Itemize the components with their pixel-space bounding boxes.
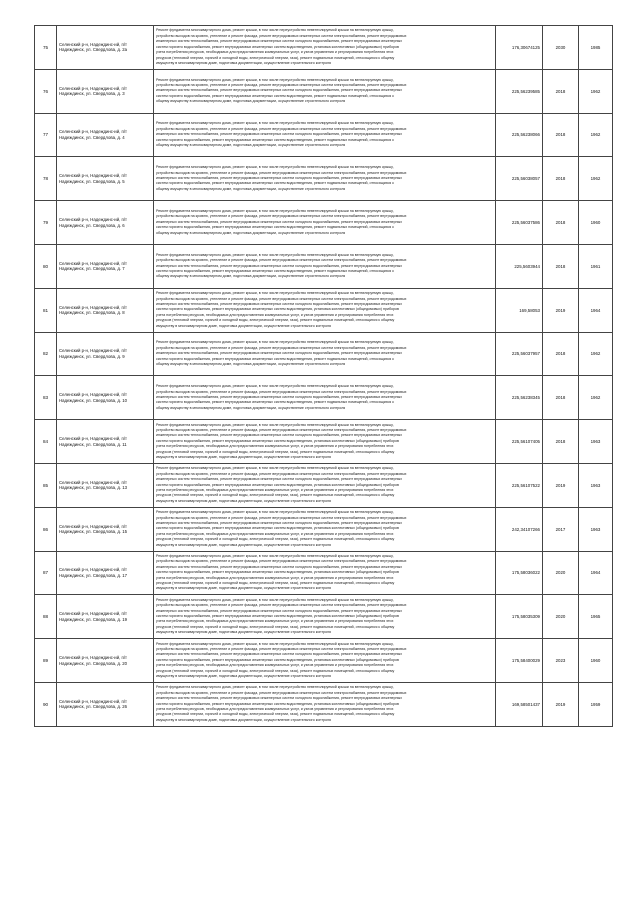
cost-value: 175,58035309: [496, 595, 543, 639]
planned-year: 2023: [543, 639, 579, 683]
works-line: устройство выходов на кровлю, утепление и ремонт фасада, ремонт внутридомовых инженерных систем электроснабжения, ремонт внутридомовых: [156, 428, 407, 433]
works-line: устройство выходов на кровлю, утепление и ремонт фасада, ремонт внутридомовых инженерных систем электроснабжения, ремонт внутридомовых: [156, 296, 407, 301]
works-line: имуществу в многоквартирном доме, подготовка документации, осуществление строительного контроля: [156, 60, 331, 65]
works-line: общему имуществу в многоквартирном доме, подготовка документации, осуществление строительного контроля: [156, 362, 346, 367]
works-line: устройство выходов на кровлю, утепление и ремонт фасада, ремонт внутридомовых инженерных систем электроснабжения, ремонт внутридомовых: [156, 515, 407, 520]
planned-year: 2018: [543, 244, 579, 288]
works-description: [154, 244, 496, 288]
works-line: имуществу в многоквартирном доме, подготовка документации, осуществление строительного контроля: [156, 542, 331, 547]
works-line: Ремонт фундамента многоквартирного дома, ремонт крыши, в том числе переустройство невентилируемой крыши на вентилируемую крышу,: [156, 422, 394, 427]
works-line: устройство выходов на кровлю, утепление и ремонт фасада, ремонт внутридомовых инженерных систем электроснабжения, ремонт внутридомовых: [156, 471, 407, 476]
works-line: имуществу в многоквартирном доме, подготовка документации, осуществление строительного контроля: [156, 630, 331, 635]
table-row: [35, 69, 613, 113]
works-line: устройство выходов на кровлю, утепление и ремонт фасада, ремонт внутридомовых инженерных систем электроснабжения, ремонт внутридомовых: [156, 345, 407, 350]
address-line: Надеждинск, ул. Свердлова, д. 26: [59, 704, 128, 710]
address-line: Селенский р-н, Надеждинс-ий, п/т: [59, 304, 127, 310]
works-line: имуществу в многоквартирном доме, подготовка документации, осуществление строительного контроля: [156, 323, 331, 328]
table-row: [35, 288, 613, 332]
works-line: устройство выходов на кровлю, утепление и ремонт фасада, ремонт внутридомовых инженерных систем электроснабжения, ремонт внутридомовых: [156, 603, 407, 608]
works-description: [154, 26, 496, 70]
works-description: [154, 507, 496, 551]
planned-year: 2017: [543, 507, 579, 551]
works-description: [154, 69, 496, 113]
works-line: инженерных систем теплоснабжения, ремонт внутридомовых инженерных систем холодного водоснабжения, ремонт внутридомовых инженерных: [156, 132, 403, 137]
works-line: инженерных систем теплоснабжения, ремонт внутридомовых инженерных систем холодного водоснабжения, ремонт внутридомовых инженерных: [156, 652, 403, 657]
address-line: Надеждинск, ул. Свердлова, д. 20: [59, 660, 128, 666]
table-row: [35, 595, 613, 639]
works-line: Ремонт фундамента многоквартирного дома, ремонт крыши, в том числе переустройство невентилируемой крыши на вентилируемую крышу,: [156, 209, 394, 214]
build-year: 1962: [579, 376, 613, 420]
works-line: устройство выходов на кровлю, утепление и ремонт фасада, ремонт внутридомовых инженерных систем электроснабжения, ремонт внутридомовых: [156, 647, 407, 652]
building-address: [57, 551, 154, 595]
row-number: 80: [35, 244, 57, 288]
table-row: [35, 113, 613, 157]
address-line: Селенский р-н, Надеждинс-ий, п/т: [59, 41, 127, 47]
row-number: 78: [35, 157, 57, 201]
works-description: [154, 595, 496, 639]
works-line: инженерных систем теплоснабжения, ремонт внутридомовых инженерных систем холодного водоснабжения, ремонт внутридомовых инженерных: [156, 176, 403, 181]
works-line: систем горячего водоснабжения, ремонт внутридомовых инженерных систем водоотведения, ремонт подвальных помещений, относящихся к: [156, 93, 394, 98]
works-line: систем горячего водоснабжения, ремонт внутридомовых инженерных систем водоотведения, установка коллективных (общедомовых) приборов: [156, 701, 399, 706]
row-number: 85: [35, 463, 57, 507]
works-line: имуществу в многоквартирном доме, подготовка документации, осуществление строительного контроля: [156, 455, 331, 460]
build-year: 1965: [579, 595, 613, 639]
building-address: [57, 201, 154, 245]
build-year: 1962: [579, 157, 613, 201]
works-line: устройство выходов на кровлю, утепление и ремонт фасада, ремонт внутридомовых инженерных систем электроснабжения, ремонт внутридомовых: [156, 559, 407, 564]
cost-value: 175,58400029: [496, 639, 543, 683]
works-line: общему имуществу в многоквартирном доме, подготовка документации, осуществление строительного контроля: [156, 405, 346, 410]
address-line: Надеждинск, ул. Свердлова, д. 7: [59, 266, 125, 272]
table-row: [35, 26, 613, 70]
works-line: систем горячего водоснабжения, ремонт внутридомовых инженерных систем водоотведения, ремонт подвальных помещений, относящихся к: [156, 269, 394, 274]
works-line: ресурсов (тепловой энергии, горячей и холодной воды, электрической энергии, газа), ремонт подвальных помещений, относящихся к общему: [156, 537, 395, 542]
cost-value: 242,34107266: [496, 507, 543, 551]
planned-year: 2018: [543, 113, 579, 157]
address-line: Надеждинск, ул. Свердлова, д. 19: [59, 616, 128, 622]
works-line: инженерных систем теплоснабжения, ремонт внутридомовых инженерных систем холодного водоснабжения, ремонт внутридомовых инженерных: [156, 608, 403, 613]
building-address: [57, 157, 154, 201]
build-year: 1964: [579, 288, 613, 332]
works-line: имуществу в многоквартирном доме, подготовка документации, осуществление строительного контроля: [156, 498, 331, 503]
planned-year: 2018: [543, 157, 579, 201]
works-line: систем горячего водоснабжения, ремонт внутридомовых инженерных систем водоотведения, установка коллективных (общедомовых) приборов: [156, 438, 399, 443]
table-row: [35, 376, 613, 420]
works-line: ресурсов (тепловой энергии, горячей и холодной воды, электрической энергии, газа), ремонт подвальных помещений, относящихся к общему: [156, 318, 395, 323]
works-line: учета потребления ресурсов, необходимых для предоставления коммунальных услуг, и узлов управления и регулирования потребления этих: [156, 488, 394, 493]
works-line: имуществу в многоквартирном доме, подготовка документации, осуществление строительного контроля: [156, 674, 331, 679]
address-line: Селенский р-н, Надеждинс-ий, п/т: [59, 698, 127, 704]
works-line: систем горячего водоснабжения, ремонт внутридомовых инженерных систем водоотведения, установка коллективных (общедомовых) приборов: [156, 570, 399, 575]
works-line: Ремонт фундамента многоквартирного дома, ремонт крыши, в том числе переустройство невентилируемой крыши на вентилируемую крышу,: [156, 641, 394, 646]
building-address: [57, 639, 154, 683]
works-line: систем горячего водоснабжения, ремонт внутридомовых инженерных систем водоотведения, ремонт подвальных помещений, относящихся к: [156, 181, 394, 186]
cost-value: 169,58053: [496, 288, 543, 332]
planned-year: 2019: [543, 463, 579, 507]
cost-value: 225,56037957: [496, 332, 543, 376]
row-number: 88: [35, 595, 57, 639]
works-line: инженерных систем теплоснабжения, ремонт внутридомовых инженерных систем холодного водоснабжения, ремонт внутридомовых инженерных: [156, 433, 403, 438]
row-number: 81: [35, 288, 57, 332]
works-line: ресурсов (тепловой энергии, горячей и холодной воды, электрической энергии, газа), ремонт подвальных помещений, относящихся к общему: [156, 668, 395, 673]
build-year: 1985: [579, 26, 613, 70]
building-address: [57, 595, 154, 639]
works-line: устройство выходов на кровлю, утепление и ремонт фасада, ремонт внутридомовых инженерных систем электроснабжения, ремонт внутридомовых: [156, 389, 407, 394]
works-line: систем горячего водоснабжения, ремонт внутридомовых инженерных систем водоотведения, ремонт подвальных помещений, относящихся к: [156, 400, 394, 405]
works-line: ресурсов (тепловой энергии, горячей и холодной воды, электрической энергии, газа), ремонт подвальных помещений, относящихся к общему: [156, 55, 395, 60]
works-line: устройство выходов на кровлю, утепление и ремонт фасада, ремонт внутридомовых инженерных систем электроснабжения, ремонт внутридомовых: [156, 126, 407, 131]
works-line: имуществу в многоквартирном доме, подготовка документации, осуществление строительного контроля: [156, 717, 331, 722]
address-line: Селенский р-н, Надеждинс-ий, п/т: [59, 435, 127, 441]
works-line: Ремонт фундамента многоквартирного дома, ремонт крыши, в том числе переустройство невентилируемой крыши на вентилируемую крышу,: [156, 384, 394, 389]
works-description: [154, 551, 496, 595]
row-number: 79: [35, 201, 57, 245]
address-line: Селенский р-н, Надеждинс-ий, п/т: [59, 654, 127, 660]
works-line: систем горячего водоснабжения, ремонт внутридомовых инженерных систем водоотведения, установка коллективных (общедомовых) приборов: [156, 657, 399, 662]
building-address: [57, 26, 154, 70]
works-line: общему имуществу в многоквартирном доме, подготовка документации, осуществление строительного контроля: [156, 274, 346, 279]
works-line: устройство выходов на кровлю, утепление и ремонт фасада, ремонт внутридомовых инженерных систем электроснабжения, ремонт внутридомовых: [156, 170, 407, 175]
works-line: систем горячего водоснабжения, ремонт внутридомовых инженерных систем водоотведения, установка коллективных (общедомовых) приборов: [156, 482, 399, 487]
works-line: Ремонт фундамента многоквартирного дома, ремонт крыши, в том числе переустройство невентилируемой крыши на вентилируемую крышу,: [156, 28, 394, 33]
address-line: Селенский р-н, Надеждинс-ий, п/т: [59, 216, 127, 222]
works-line: систем горячего водоснабжения, ремонт внутридомовых инженерных систем водоотведения, ремонт подвальных помещений, относящихся к: [156, 356, 394, 361]
works-line: Ремонт фундамента многоквартирного дома, ремонт крыши, в том числе переустройство невентилируемой крыши на вентилируемую крышу,: [156, 252, 394, 257]
planned-year: 2020: [543, 551, 579, 595]
cost-value: 225,5603944: [496, 244, 543, 288]
row-number: 87: [35, 551, 57, 595]
table-row: [35, 463, 613, 507]
building-address: [57, 376, 154, 420]
works-line: устройство выходов на кровлю, утепление и ремонт фасада, ремонт внутридомовых инженерных систем электроснабжения, ремонт внутридомовых: [156, 83, 407, 88]
address-line: Селенский р-н, Надеждинс-ий, п/т: [59, 129, 127, 135]
address-line: Надеждинск, ул. Свердлова, д. 10: [59, 397, 128, 403]
works-description: [154, 288, 496, 332]
works-line: устройство выходов на кровлю, утепление и ремонт фасада, ремонт внутридомовых инженерных систем электроснабжения, ремонт внутридомовых: [156, 214, 407, 219]
works-line: Ремонт фундамента многоквартирного дома, ремонт крыши, в том числе переустройство невентилируемой крыши на вентилируемую крышу,: [156, 597, 394, 602]
row-number: 86: [35, 507, 57, 551]
address-line: Надеждинск, ул. Свердлова, д. 17: [59, 572, 128, 578]
address-line: Надеждинск, ул. Свердлова, д. 13: [59, 485, 128, 491]
works-line: систем горячего водоснабжения, ремонт внутридомовых инженерных систем водоотведения, ремонт подвальных помещений, относящихся к: [156, 137, 394, 142]
address-line: Селенский р-н, Надеждинс-ий, п/т: [59, 523, 127, 529]
address-line: Селенский р-н, Надеждинс-ий, п/т: [59, 85, 127, 91]
cost-value: 169,58501437: [496, 682, 543, 726]
building-address: [57, 69, 154, 113]
works-line: Ремонт фундамента многоквартирного дома, ремонт крыши, в том числе переустройство невентилируемой крыши на вентилируемую крышу,: [156, 554, 394, 559]
works-line: систем горячего водоснабжения, ремонт внутридомовых инженерных систем водоотведения, установка коллективных (общедомовых) приборов: [156, 44, 399, 49]
works-line: общему имуществу в многоквартирном доме, подготовка документации, осуществление строительного контроля: [156, 186, 346, 191]
row-number: 82: [35, 332, 57, 376]
works-line: инженерных систем теплоснабжения, ремонт внутридомовых инженерных систем холодного водоснабжения, ремонт внутридомовых инженерных: [156, 477, 403, 482]
address-line: Надеждинск, ул. Свердлова, д. 15: [59, 529, 128, 535]
works-description: [154, 639, 496, 683]
address-line: Селенский р-н, Надеждинс-ий, п/т: [59, 392, 127, 398]
address-line: Селенский р-н, Надеждинс-ий, п/т: [59, 173, 127, 179]
cost-value: 176,30674125: [496, 26, 543, 70]
build-year: 1959: [579, 682, 613, 726]
address-line: Селенский р-н, Надеждинс-ий, п/т: [59, 479, 127, 485]
address-line: Надеждинск, ул. Свердлова, д. 6: [59, 222, 125, 228]
works-description: [154, 201, 496, 245]
works-line: учета потребления ресурсов, необходимых для предоставления коммунальных услуг, и узлов управления и регулирования потребления этих: [156, 50, 394, 55]
planned-year: 2018: [543, 201, 579, 245]
table-row: [35, 332, 613, 376]
works-line: Ремонт фундамента многоквартирного дома, ремонт крыши, в том числе переустройство невентилируемой крыши на вентилируемую крышу,: [156, 291, 394, 296]
building-address: [57, 507, 154, 551]
table-row: [35, 551, 613, 595]
repair-program-table: [34, 25, 613, 727]
works-line: инженерных систем теплоснабжения, ремонт внутридомовых инженерных систем холодного водоснабжения, ремонт внутридомовых инженерных: [156, 395, 403, 400]
works-line: инженерных систем теплоснабжения, ремонт внутридомовых инженерных систем холодного водоснабжения, ремонт внутридомовых инженерных: [156, 302, 403, 307]
works-line: общему имуществу в многоквартирном доме, подготовка документации, осуществление строительного контроля: [156, 143, 346, 148]
row-number: 77: [35, 113, 57, 157]
works-description: [154, 332, 496, 376]
works-line: учета потребления ресурсов, необходимых для предоставления коммунальных услуг, и узлов управления и регулирования потребления этих: [156, 575, 394, 580]
cost-value: 225,56107405: [496, 420, 543, 464]
building-address: [57, 420, 154, 464]
works-line: учета потребления ресурсов, необходимых для предоставления коммунальных услуг, и узлов управления и регулирования потребления этих: [156, 619, 394, 624]
building-address: [57, 113, 154, 157]
planned-year: 2019: [543, 288, 579, 332]
row-number: 83: [35, 376, 57, 420]
planned-year: 2018: [543, 420, 579, 464]
cost-value: 225,56037586: [496, 201, 543, 245]
works-description: [154, 463, 496, 507]
planned-year: 2018: [543, 332, 579, 376]
build-year: 1963: [579, 507, 613, 551]
planned-year: 2030: [543, 26, 579, 70]
row-number: 76: [35, 69, 57, 113]
address-line: Селенский р-н, Надеждинс-ий, п/т: [59, 348, 127, 354]
build-year: 1963: [579, 463, 613, 507]
works-line: Ремонт фундамента многоквартирного дома, ремонт крыши, в том числе переустройство невентилируемой крыши на вентилируемую крышу,: [156, 77, 394, 82]
works-line: Ремонт фундамента многоквартирного дома, ремонт крыши, в том числе переустройство невентилируемой крыши на вентилируемую крышу,: [156, 510, 394, 515]
works-line: инженерных систем теплоснабжения, ремонт внутридомовых инженерных систем холодного водоснабжения, ремонт внутридомовых инженерных: [156, 88, 403, 93]
works-line: устройство выходов на кровлю, утепление и ремонт фасада, ремонт внутридомовых инженерных систем электроснабжения, ремонт внутридомовых: [156, 33, 407, 38]
cost-value: 225,56239585: [496, 69, 543, 113]
works-line: инженерных систем теплоснабжения, ремонт внутридомовых инженерных систем холодного водоснабжения, ремонт внутридомовых инженерных: [156, 351, 403, 356]
works-line: инженерных систем теплоснабжения, ремонт внутридомовых инженерных систем холодного водоснабжения, ремонт внутридомовых инженерных: [156, 564, 403, 569]
table-row: [35, 201, 613, 245]
works-line: учета потребления ресурсов, необходимых для предоставления коммунальных услуг, и узлов управления и регулирования потребления этих: [156, 663, 394, 668]
building-address: [57, 244, 154, 288]
works-line: ресурсов (тепловой энергии, горячей и холодной воды, электрической энергии, газа), ремонт подвальных помещений, относящихся к общему: [156, 712, 395, 717]
build-year: 1960: [579, 639, 613, 683]
table-row: [35, 639, 613, 683]
works-line: Ремонт фундамента многоквартирного дома, ремонт крыши, в том числе переустройство невентилируемой крыши на вентилируемую крышу,: [156, 466, 394, 471]
cost-value: 175,58036022: [496, 551, 543, 595]
works-line: ресурсов (тепловой энергии, горячей и холодной воды, электрической энергии, газа), ремонт подвальных помещений, относящихся к общему: [156, 449, 395, 454]
address-line: Надеждинск, ул. Свердлова, д. 9: [59, 353, 125, 359]
works-line: Ремонт фундамента многоквартирного дома, ремонт крыши, в том числе переустройство невентилируемой крыши на вентилируемую крышу,: [156, 340, 394, 345]
building-address: [57, 332, 154, 376]
build-year: 1961: [579, 244, 613, 288]
table-row: [35, 244, 613, 288]
planned-year: 2018: [543, 69, 579, 113]
building-address: [57, 463, 154, 507]
works-description: [154, 113, 496, 157]
works-line: устройство выходов на кровлю, утепление и ремонт фасада, ремонт внутридомовых инженерных систем электроснабжения, ремонт внутридомовых: [156, 690, 407, 695]
works-line: систем горячего водоснабжения, ремонт внутридомовых инженерных систем водоотведения, ремонт подвальных помещений, относящихся к: [156, 225, 394, 230]
works-line: учета потребления ресурсов, необходимых для предоставления коммунальных услуг, и узлов управления и регулирования потребления этих: [156, 531, 394, 536]
works-line: систем горячего водоснабжения, ремонт внутридомовых инженерных систем водоотведения, установка коллективных (общедомовых) приборов: [156, 526, 399, 531]
works-description: [154, 682, 496, 726]
address-line: Надеждинск, ул. Свердлова, д. 5: [59, 178, 125, 184]
build-year: 1960: [579, 201, 613, 245]
cost-value: 225,56238066: [496, 113, 543, 157]
works-description: [154, 420, 496, 464]
works-line: инженерных систем теплоснабжения, ремонт внутридомовых инженерных систем холодного водоснабжения, ремонт внутридомовых инженерных: [156, 521, 403, 526]
works-line: Ремонт фундамента многоквартирного дома, ремонт крыши, в том числе переустройство невентилируемой крыши на вентилируемую крышу,: [156, 685, 394, 690]
build-year: 1962: [579, 113, 613, 157]
row-number: 84: [35, 420, 57, 464]
cost-value: 225,56038057: [496, 157, 543, 201]
row-number: 90: [35, 682, 57, 726]
cost-value: 225,56107522: [496, 463, 543, 507]
works-line: учета потребления ресурсов, необходимых для предоставления коммунальных услуг, и узлов управления и регулирования потребления этих: [156, 707, 394, 712]
address-line: Надеждинск, ул. Свердлова, д. 11: [59, 441, 127, 447]
works-line: систем горячего водоснабжения, ремонт внутридомовых инженерных систем водоотведения, установка коллективных (общедомовых) приборов: [156, 614, 399, 619]
build-year: 1962: [579, 332, 613, 376]
works-description: [154, 157, 496, 201]
address-line: Селенский р-н, Надеждинс-ий, п/т: [59, 611, 127, 617]
build-year: 1962: [579, 69, 613, 113]
building-address: [57, 288, 154, 332]
address-line: Селенский р-н, Надеждинс-ий, п/т: [59, 567, 127, 573]
address-line: Селенский р-н, Надеждинс-ий, п/т: [59, 260, 127, 266]
works-line: учета потребления ресурсов, необходимых для предоставления коммунальных услуг, и узлов управления и регулирования потребления этих: [156, 444, 394, 449]
works-line: инженерных систем теплоснабжения, ремонт внутридомовых инженерных систем холодного водоснабжения, ремонт внутридомовых инженерных: [156, 219, 403, 224]
works-line: общему имуществу в многоквартирном доме, подготовка документации, осуществление строительного контроля: [156, 230, 346, 235]
address-line: Надеждинск, ул. Свердлова, д. 3: [59, 91, 125, 97]
works-line: ресурсов (тепловой энергии, горячей и холодной воды, электрической энергии, газа), ремонт подвальных помещений, относящихся к общему: [156, 581, 395, 586]
works-line: общему имуществу в многоквартирном доме, подготовка документации, осуществление строительного контроля: [156, 99, 346, 104]
table-row: [35, 420, 613, 464]
table-body: [35, 26, 613, 727]
works-line: ресурсов (тепловой энергии, горячей и холодной воды, электрической энергии, газа), ремонт подвальных помещений, относящихся к общему: [156, 493, 395, 498]
works-description: [154, 376, 496, 420]
table-row: [35, 682, 613, 726]
cost-value: 225,56238345: [496, 376, 543, 420]
works-line: инженерных систем теплоснабжения, ремонт внутридомовых инженерных систем холодного водоснабжения, ремонт внутридомовых инженерных: [156, 696, 403, 701]
works-line: имуществу в многоквартирном доме, подготовка документации, осуществление строительного контроля: [156, 586, 331, 591]
building-address: [57, 682, 154, 726]
planned-year: 2019: [543, 682, 579, 726]
works-line: систем горячего водоснабжения, ремонт внутридомовых инженерных систем водоотведения, установка коллективных (общедомовых) приборов: [156, 307, 399, 312]
table-row: [35, 507, 613, 551]
works-line: инженерных систем теплоснабжения, ремонт внутридомовых инженерных систем холодного водоснабжения, ремонт внутридомовых инженерных: [156, 39, 403, 44]
works-line: инженерных систем теплоснабжения, ремонт внутридомовых инженерных систем холодного водоснабжения, ремонт внутридомовых инженерных: [156, 263, 403, 268]
build-year: 1963: [579, 420, 613, 464]
works-line: Ремонт фундамента многоквартирного дома, ремонт крыши, в том числе переустройство невентилируемой крыши на вентилируемую крышу,: [156, 121, 394, 126]
row-number: 75: [35, 26, 57, 70]
row-number: 89: [35, 639, 57, 683]
works-line: учета потребления ресурсов, необходимых для предоставления коммунальных услуг, и узлов управления и регулирования потребления этих: [156, 312, 394, 317]
planned-year: 2018: [543, 376, 579, 420]
works-line: Ремонт фундамента многоквартирного дома, ремонт крыши, в том числе переустройство невентилируемой крыши на вентилируемую крышу,: [156, 165, 394, 170]
address-line: Надеждинск, ул. Свердлова, д. 8: [59, 310, 125, 316]
works-line: ресурсов (тепловой энергии, горячей и холодной воды, электрической энергии, газа), ремонт подвальных помещений, относящихся к общему: [156, 624, 395, 629]
address-line: Надеждинск, ул. Свердлова, д. 4: [59, 134, 125, 140]
works-line: устройство выходов на кровлю, утепление и ремонт фасада, ремонт внутридомовых инженерных систем электроснабжения, ремонт внутридомовых: [156, 258, 407, 263]
planned-year: 2020: [543, 595, 579, 639]
build-year: 1964: [579, 551, 613, 595]
address-line: Надеждинск, ул. Свердлова, д. 2а: [59, 47, 128, 53]
table-row: [35, 157, 613, 201]
